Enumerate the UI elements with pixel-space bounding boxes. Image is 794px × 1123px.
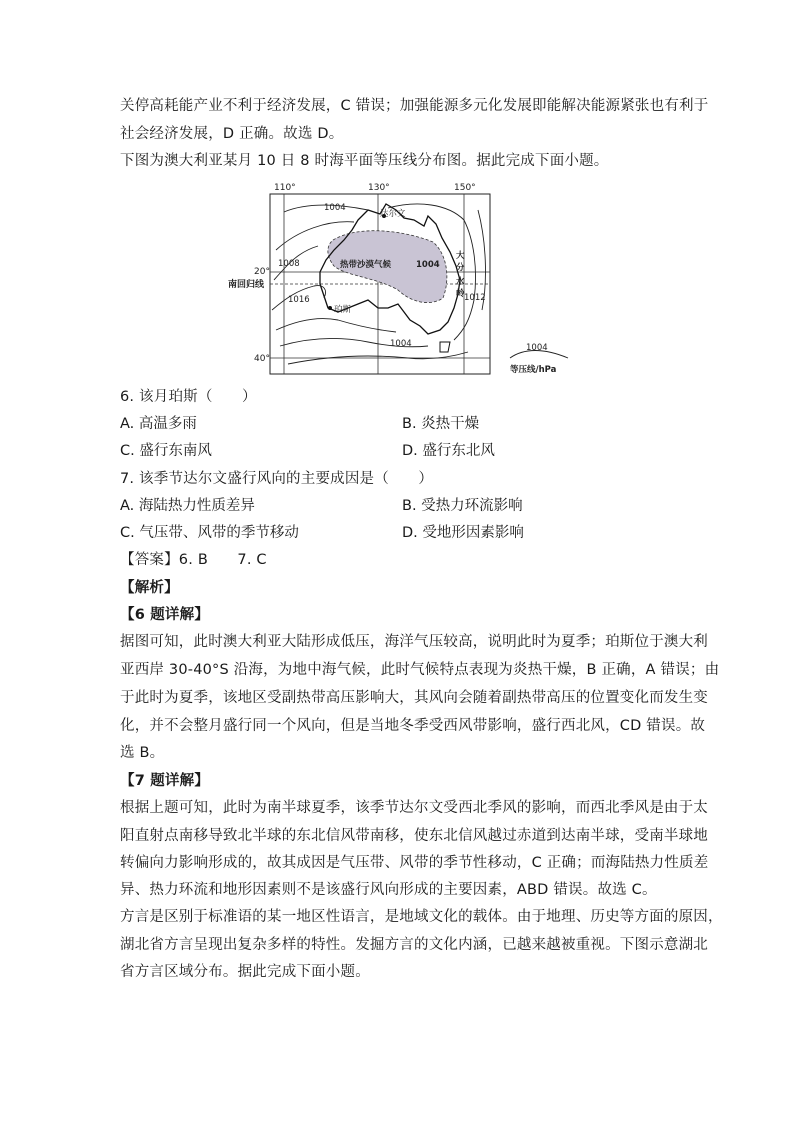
- perth-label: 珀斯: [334, 305, 352, 315]
- australia-isobar-map: [228, 180, 578, 380]
- analysis-heading: 【解析】: [120, 580, 179, 596]
- q7-option-c: C. 气压带、风带的季节移动: [120, 525, 299, 541]
- answer-line: 【答案】6. B 7. C: [120, 552, 267, 568]
- divide-range-label: 分: [456, 263, 465, 273]
- detail-7-line: 异、热力环流和地形因素则不是该盛行风向形成的主要因素，ABD 错误。故选 C。: [120, 882, 657, 898]
- q7-option-a: A. 海陆热力性质差异: [120, 498, 255, 514]
- divide-range-label: 水: [456, 277, 465, 287]
- divide-range-label: 岭: [456, 289, 465, 299]
- low-pressure-label: 热带沙漠气候: [340, 260, 392, 270]
- q6-option-a: A. 高温多雨: [120, 416, 197, 432]
- legend-label: 等压线/hPa: [510, 365, 557, 375]
- divide-range-label: 大: [456, 251, 465, 261]
- detail-6-line: 据图可知，此时澳大利亚大陆形成低压，海洋气压较高，说明此时为夏季；珀斯位于澳大利: [120, 634, 708, 650]
- detail-6-line: 亚西岸 30-40°S 沿海，为地中海气候，此时气候特点表现为炎热干燥，B 正确，A 错误；由: [120, 662, 720, 678]
- isobar-label: 1008: [278, 259, 300, 269]
- detail-7-line: 转偏向力影响形成的，故其成因是气压带、风带的季节性移动，C 正确；而海陆热力性质差: [120, 855, 709, 871]
- detail-6-line: 于此时为夏季，该地区受副热带高压影响大，其风向会随着副热带高压的位置变化而发生变: [120, 690, 708, 706]
- detail-6-heading: 【6 题详解】: [120, 607, 210, 623]
- tropic-label: 南回归线: [228, 280, 265, 290]
- isobar-label: 1004: [324, 203, 346, 213]
- lat-label-40: 40°: [254, 354, 270, 364]
- detail-6-line: 选 B。: [120, 745, 165, 761]
- tasmania: [440, 342, 450, 352]
- q7-option-d: D. 受地形因素影响: [402, 525, 524, 541]
- detail-7-line: 阳直射点南移导致北半球的东北信风带南移，使东北信风越过赤道到达南半球，受南半球地: [120, 828, 708, 844]
- isobar-label: 1016: [288, 295, 310, 305]
- detail-7-line: 根据上题可知，此时为南半球夏季，该季节达尔文受西北季风的影响，而西北季风是由于太: [120, 800, 708, 816]
- q6-option-b: B. 炎热干燥: [402, 416, 480, 432]
- perth-dot: [328, 306, 332, 310]
- isobar-label: 1012: [464, 293, 486, 303]
- q6-option-d: D. 盛行东北风: [402, 443, 495, 459]
- lon-label-150: 150°: [454, 183, 476, 193]
- detail-6-line: 化，并不会整月盛行同一个风向，但是当地冬季受西风带影响，盛行西北风，CD 错误。故: [120, 718, 706, 734]
- intro-line-3: 下图为澳大利亚某月 10 日 8 时海平面等压线分布图。据此完成下面小题。: [120, 153, 609, 169]
- outro-line: 省方言区域分布。据此完成下面小题。: [120, 964, 370, 980]
- lon-label-130: 130°: [368, 183, 390, 193]
- low-pressure-value: 1004: [416, 260, 440, 270]
- question-7-stem: 7. 该季节达尔文盛行风向的主要成因是（ ）: [120, 471, 434, 487]
- intro-line-2: 社会经济发展，D 正确。故选 D。: [120, 126, 344, 142]
- detail-7-heading: 【7 题详解】: [120, 773, 210, 789]
- isobar-label: 1004: [390, 339, 412, 349]
- q6-option-c: C. 盛行东南风: [120, 443, 212, 459]
- darwin-label: 达尔文: [380, 209, 406, 219]
- lon-label-110: 110°: [274, 183, 296, 193]
- outro-line: 方言是区别于标准语的某一地区性语言，是地域文化的载体。由于地理、历史等方面的原因，: [120, 909, 723, 925]
- question-6-stem: 6. 该月珀斯（ ）: [120, 389, 257, 405]
- outro-line: 湖北省方言呈现出复杂多样的特性。发掘方言的文化内涵，已越来越被重视。下图示意湖北: [120, 937, 708, 953]
- lat-label-20: 20°: [254, 267, 270, 277]
- q7-option-b: B. 受热力环流影响: [402, 498, 523, 514]
- legend-value: 1004: [526, 343, 548, 353]
- intro-line-1: 关停高耗能产业不利于经济发展，C 错误；加强能源多元化发展即能解决能源紧张也有利于: [120, 98, 709, 114]
